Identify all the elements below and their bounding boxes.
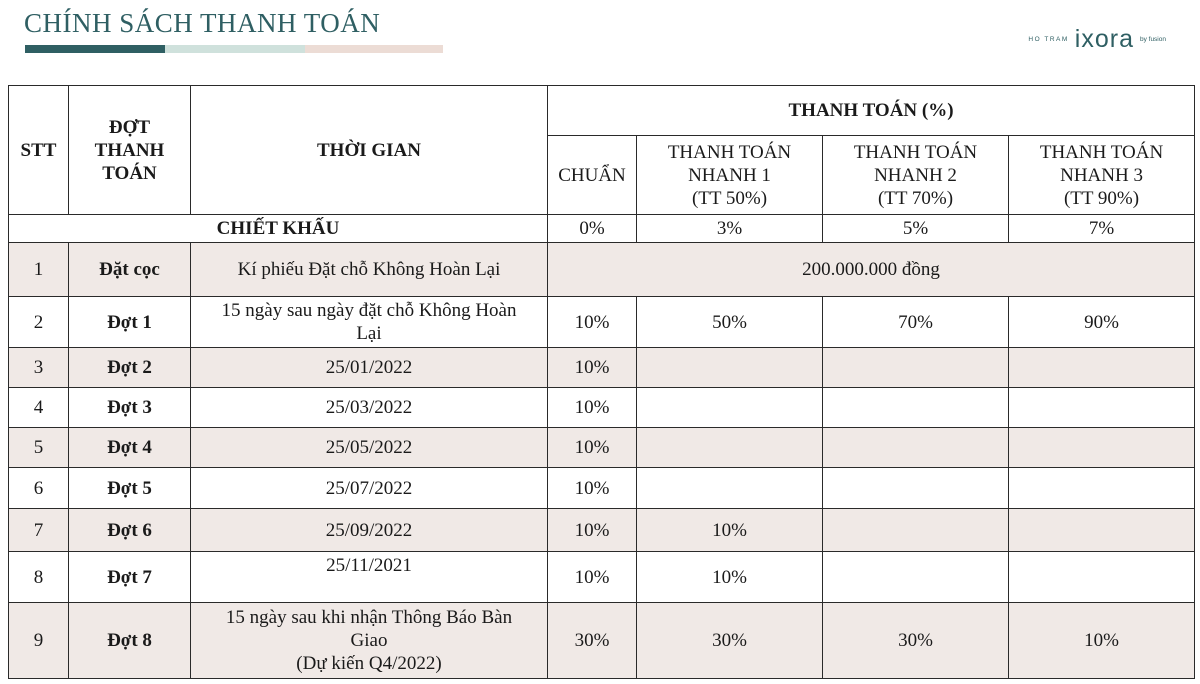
row-dot: Đợt 8 (69, 603, 191, 679)
header-nhanh-1 (637, 136, 823, 215)
row-dot: Đợt 5 (69, 468, 191, 509)
header-nhanh-2-l3: (TT 70%) (877, 187, 954, 209)
row-time: 25/01/2022 (191, 348, 548, 388)
discount-label: CHIẾT KHẤU (9, 215, 548, 243)
header-nhanh-1-l3: (TT 50%) (691, 187, 768, 209)
row-chuan: 30% (548, 603, 637, 679)
row-chuan: 10% (548, 297, 637, 348)
row-nhanh-1: 10% (637, 552, 823, 603)
row-nhanh-3 (1009, 468, 1195, 509)
row-stt: 7 (9, 509, 69, 552)
row-nhanh-3 (1009, 509, 1195, 552)
row-stt: 5 (9, 428, 69, 468)
row-nhanh-1: 30% (637, 603, 823, 679)
logo-brand: ixora (1074, 25, 1134, 53)
table-row (9, 428, 1195, 468)
header-chuan: CHUẨN (548, 136, 637, 215)
row-nhanh-2 (823, 509, 1009, 552)
row-nhanh-2: 70% (823, 297, 1009, 348)
row-nhanh-2 (823, 348, 1009, 388)
row-time: 25/11/2021 (191, 552, 548, 603)
row-dot: Đặt cọc (69, 243, 191, 297)
row-dot: Đợt 6 (69, 509, 191, 552)
row-time (191, 297, 548, 348)
row-chuan: 10% (548, 509, 637, 552)
header-stt: STT (9, 86, 69, 215)
logo-prefix: HO TRAM (1028, 36, 1069, 43)
row-chuan: 10% (548, 348, 637, 388)
brand-logo (1028, 25, 1166, 53)
row-nhanh-2 (823, 552, 1009, 603)
row-stt: 3 (9, 348, 69, 388)
row-chuan: 10% (548, 428, 637, 468)
header-nhanh-2-l2: NHANH 2 (874, 164, 957, 186)
header-dot-line2: THANH (94, 139, 165, 161)
table-row (9, 243, 1195, 297)
table-row (9, 468, 1195, 509)
header-nhanh-1-l1: THANH TOÁN (667, 141, 792, 163)
table-row (9, 552, 1195, 603)
header-dot-line1: ĐỢT (108, 116, 151, 138)
row-time-l2: Giao (350, 630, 388, 651)
row-nhanh-2 (823, 428, 1009, 468)
table-row (9, 348, 1195, 388)
row-nhanh-3 (1009, 348, 1195, 388)
row-time-l2: Lại (356, 323, 382, 344)
row-chuan: 10% (548, 552, 637, 603)
row-nhanh-2: 30% (823, 603, 1009, 679)
row-time: 25/05/2022 (191, 428, 548, 468)
row-stt: 6 (9, 468, 69, 509)
header-dot-thanh-toan (69, 86, 191, 215)
row-nhanh-3 (1009, 388, 1195, 428)
underline-segment-dark (25, 45, 165, 53)
row-nhanh-1 (637, 468, 823, 509)
row-time-l3: (Dự kiến Q4/2022) (296, 653, 442, 674)
header-nhanh-3-l2: NHANH 3 (1060, 164, 1143, 186)
row-nhanh-2 (823, 388, 1009, 428)
row-chuan: 10% (548, 468, 637, 509)
row-time: 25/03/2022 (191, 388, 548, 428)
header-thoi-gian: THỜI GIAN (191, 86, 548, 215)
row-nhanh-1: 50% (637, 297, 823, 348)
discount-nhanh-1: 3% (637, 215, 823, 243)
row-nhanh-3: 10% (1009, 603, 1195, 679)
header-nhanh-1-l2: NHANH 1 (688, 164, 771, 186)
payment-table (8, 85, 1195, 679)
row-nhanh-1: 10% (637, 509, 823, 552)
row-nhanh-3 (1009, 428, 1195, 468)
row-time (191, 603, 548, 679)
table-row (9, 297, 1195, 348)
row-stt: 2 (9, 297, 69, 348)
header-thanh-toan: THANH TOÁN (%) (548, 86, 1195, 136)
title-underline (25, 45, 443, 53)
table-row (9, 509, 1195, 552)
row-nhanh-1 (637, 428, 823, 468)
underline-segment-blush (305, 45, 443, 53)
row-dot: Đợt 2 (69, 348, 191, 388)
table-row (9, 388, 1195, 428)
row-nhanh-2 (823, 468, 1009, 509)
header-nhanh-3-l1: THANH TOÁN (1039, 141, 1164, 163)
underline-segment-mint (165, 45, 305, 53)
row-chuan: 10% (548, 388, 637, 428)
row-nhanh-1 (637, 388, 823, 428)
discount-nhanh-2: 5% (823, 215, 1009, 243)
row-nhanh-1 (637, 348, 823, 388)
row-dot: Đợt 1 (69, 297, 191, 348)
header-nhanh-2 (823, 136, 1009, 215)
row-nhanh-3 (1009, 552, 1195, 603)
row-stt: 9 (9, 603, 69, 679)
page-title: CHÍNH SÁCH THANH TOÁN (24, 8, 381, 38)
row-dot: Đợt 4 (69, 428, 191, 468)
row-dot: Đợt 7 (69, 552, 191, 603)
row-dot: Đợt 3 (69, 388, 191, 428)
row-stt: 1 (9, 243, 69, 297)
header-nhanh-3-l3: (TT 90%) (1063, 187, 1140, 209)
discount-chuan: 0% (548, 215, 637, 243)
discount-nhanh-3: 7% (1009, 215, 1195, 243)
row-stt: 8 (9, 552, 69, 603)
logo-suffix: by fusion (1139, 36, 1166, 43)
row-time-l1: 15 ngày sau ngày đặt chỗ Không Hoàn (221, 300, 517, 321)
header-nhanh-2-l1: THANH TOÁN (853, 141, 978, 163)
row-nhanh-3: 90% (1009, 297, 1195, 348)
row-time: 25/07/2022 (191, 468, 548, 509)
table-row (9, 603, 1195, 679)
row-time: 25/09/2022 (191, 509, 548, 552)
row-time: Kí phiếu Đặt chỗ Không Hoàn Lại (191, 243, 548, 297)
header-nhanh-3 (1009, 136, 1195, 215)
row-stt: 4 (9, 388, 69, 428)
row-time-l1: 15 ngày sau khi nhận Thông Báo Bàn (225, 607, 513, 628)
deposit-amount: 200.000.000 đồng (548, 243, 1195, 297)
header-dot-line3: TOÁN (102, 162, 157, 184)
discount-row (9, 215, 1195, 243)
